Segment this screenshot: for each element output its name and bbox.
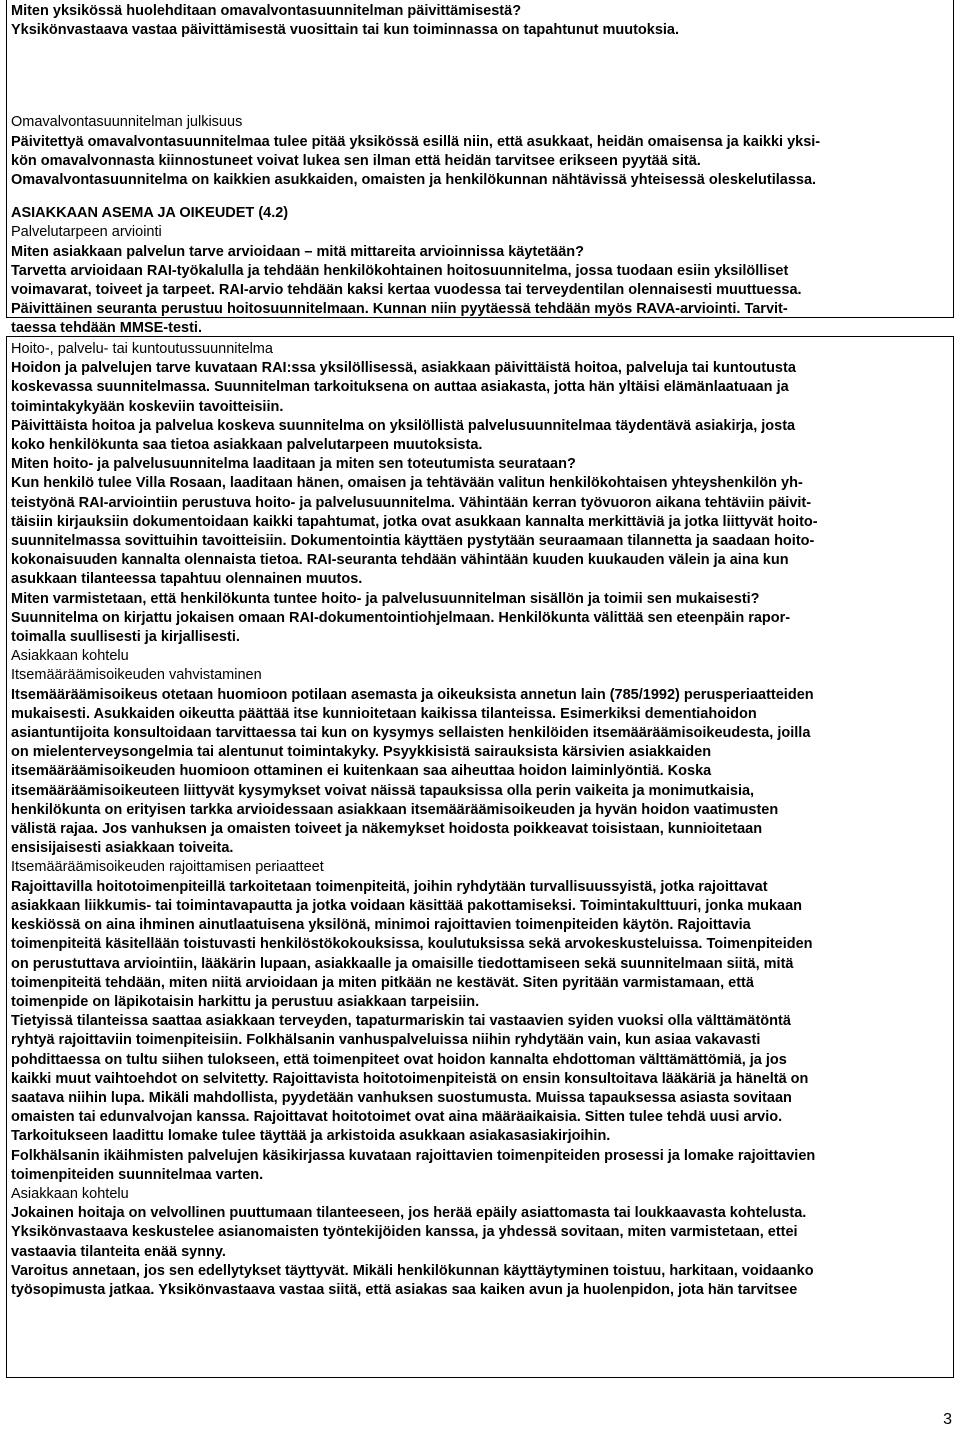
spacer xyxy=(11,190,949,204)
public-text-line: Omavalvontasuunnitelma on kaikkien asukkaiden, omaisten ja henkilökunnan nähtävissä yhteisessä oleskelutilassa. xyxy=(11,172,817,189)
assess-line: Päivittäinen seuranta perustuu hoitosuunnitelmaan. Kunnan niin pyytäessä tehdään myös RAVA-arviointi. Tarvit- xyxy=(11,301,788,318)
plan-heading: Hoito-, palvelu- tai kuntoutussuunnitelma xyxy=(11,341,273,357)
document-page xyxy=(6,0,954,1378)
assess-heading: Palvelutarpeen arviointi xyxy=(11,224,162,241)
self-line: henkilökunta on erityisen tarkka arvioidessaan asiakkaan itsemääräämisoikeuden ja hyvän hoidon vaatimusten xyxy=(11,801,779,818)
treat-heading: Asiakkaan kohtelu xyxy=(11,648,129,665)
assess-question: Miten asiakkaan palvelun tarve arvioidaan – mitä mittareita arvioinnissa käytetään? xyxy=(11,243,584,260)
self-heading: Itsemääräämisoikeuden vahvistaminen xyxy=(11,667,262,684)
plan-line: toimalla suullisesti ja kirjallisesti. xyxy=(11,629,240,646)
limit-line: toimenpiteitä käsitellään toistuvasti henkilöstökokouksissa, koulutuksissa sekä arvokeskusteluissa. Toimenpiteiden xyxy=(11,936,813,953)
self-line: itsemääräämisoikeuden huomioon ottaminen ei kuitenkaan saa aiheuttaa hoidon laiminlyöntiä. Koska xyxy=(11,763,712,780)
assess-line: voimavarat, toiveet ja tarpeet. RAI-arvio tehdään kaksi kertaa vuodessa tai terveydentilan olennaisesti muuttuessa. xyxy=(11,282,802,299)
plan-line: Suunnitelma on kirjattu jokaisen omaan RAI-dokumentointiohjelmaan. Henkilökunta välittää sen eteenpäin rapor- xyxy=(11,609,791,626)
plan-line: täisiin kirjauksiin dokumentoidaan kaikki tapahtumat, jotka ovat asukkaan kannalta merkittäviä ja jotka liittyvät hoito- xyxy=(11,513,818,530)
plan-line: kokonaisuuden kannalta olennaista tietoa. RAI-seuranta tehdään vähintään kuuden kuukauden välein ja aina kun xyxy=(11,552,789,569)
limit-line: toimenpiteitä tehdään, miten niitä arvioidaan ja miten pitkään ne kestävät. Siten pyritään varmistamaan, että xyxy=(11,974,754,991)
plan-line: toimintakykyään koskeviin tavoitteisiin. xyxy=(11,398,284,415)
limit-line: asiakkaan liikkumis- tai toimintavapautta ja jotka voidaan käsittää pakottamiseksi. Toimintakulttuuri, jonka mukaan xyxy=(11,897,803,914)
limit-heading: Itsemääräämisoikeuden rajoittamisen periaatteet xyxy=(11,859,324,876)
limit-line: toimenpiteiden suunnitelmaa varten. xyxy=(11,1166,264,1183)
plan-line: suunnitelmassa sovittuihin tavoitteisiin. Dokumentointia käyttäen pystytään seuraamaan tilannetta ja saadaan hoito- xyxy=(11,533,815,550)
public-text-line: kön omavalvonnasta kiinnostuneet voivat lukea sen ilman että heidän tarvitsee erikseen pyytää sitä. xyxy=(11,152,701,169)
plan-line: Hoidon ja palvelujen tarve kuvataan RAI:ssa yksilöllisessä, asiakkaan päivittäistä hoitoa, palveluja tai kuntoutusta xyxy=(11,360,796,377)
plan-question: Miten varmistetaan, että henkilökunta tuntee hoito- ja palvelusuunnitelman sisällön ja toimii sen mukaisesti? xyxy=(11,590,760,607)
treat-line: Jokainen hoitaja on velvollinen puuttumaan tilanteeseen, jos herää epäily asiattomasta tai loukkaavasta kohtelusta. xyxy=(11,1205,807,1222)
limit-line: toimenpide on läpikotaisin harkittu ja perustuu asiakkaan tarpeisiin. xyxy=(11,993,480,1010)
page-number: 3 xyxy=(943,1411,952,1428)
limit-line: Folkhälsanin ikäihmisten palvelujen käsikirjassa kuvataan rajoittavien toimenpiteiden prosessi ja lomake rajoittavien xyxy=(11,1147,816,1164)
spacer xyxy=(11,40,949,113)
public-text-line: Päivitettyä omavalvontasuunnitelmaa tulee pitää yksikössä esillä niin, että asukkaat, heidän omaisensa ja kaikki yksi- xyxy=(11,133,821,150)
limit-line: ryhtyä rajoittaviin toimenpiteisiin. Folkhälsanin vanhuspalveluissa niihin ryhdytään vain, kun asiaa vakavasti xyxy=(11,1032,761,1049)
limit-line: on perustuttava arviointiin, lääkärin lupaan, asiakkaalle ja omaisille tiedottamiseen sekä suunnitelmaan siitä, mitä xyxy=(11,955,794,972)
section-title: ASIAKKAAN ASEMA JA OIKEUDET (4.2) xyxy=(11,205,289,222)
self-line: välistä rajaa. Jos vanhuksen ja omaisten toiveet ja näkemykset hoidosta poikkeavat toisistaan, kunnioitetaan xyxy=(11,821,763,838)
main-box xyxy=(6,336,954,1378)
update-question: Miten yksikössä huolehditaan omavalvontasuunnitelman päivittämisestä? xyxy=(11,3,522,19)
limit-line: Rajoittavilla hoitotoimenpiteillä tarkoitetaan toimenpiteitä, joihin ryhdytään turvallisuussyistä, jotka rajoittavat xyxy=(11,878,768,895)
update-answer: Yksikönvastaava vastaa päivittämisestä vuosittain tai kun toiminnassa on tapahtunut muutoksia. xyxy=(11,22,680,39)
limit-line: pohdittaessa on tultu siihen tulokseen, että toimenpiteet ovat hoidon kannalta ehdottoman välttämättömiä, ja jos xyxy=(11,1051,787,1068)
self-line: itsemääräämisoikeuteen liittyvät kysymykset voivat näissä tapauksissa olla perin vaikeita ja monimutkaisia, xyxy=(11,782,755,799)
limit-line: Tietyissä tilanteissa saattaa asiakkaan terveyden, tapaturmariskin tai vastaavien syiden vuoksi olla välttämätöntä xyxy=(11,1013,791,1030)
plan-line: asukkaan tilanteessa tapahtuu olennainen muutos. xyxy=(11,571,363,588)
plan-line: Kun henkilö tulee Villa Rosaan, laaditaan hänen, omaisen ja tehtävään valitun henkilökohtaisen yhteyshenkilön yh- xyxy=(11,475,803,492)
self-line: mukaisesti. Asukkaiden oikeutta päättää itse kunnioitetaan kaikissa tilanteissa. Esimerkiksi dementiahoidon xyxy=(11,705,757,722)
plan-line: koskevassa suunnitelmassa. Suunnitelman tarkoituksena on auttaa asiakasta, jotta hän yltäisi elämänlaatuaan ja xyxy=(11,379,789,396)
plan-line: koko henkilökunta saa tietoa asiakkaan palvelutarpeen muutoksista. xyxy=(11,437,483,454)
treat-line: vastaavia tilanteita enää synny. xyxy=(11,1243,226,1260)
plan-line: Päivittäista hoitoa ja palvelua koskeva suunnitelma on yksilöllistä palvelusuunnitelmaa täydentävä asiakirja, josta xyxy=(11,417,796,434)
assess-line: Tarvetta arvioidaan RAI-työkalulla ja tehdään henkilökohtainen hoitosuunnitelma, jossa tuodaan esiin yksilölliset xyxy=(11,262,789,279)
self-line: ensisijaisesti asiakkaan toiveita. xyxy=(11,840,234,857)
self-line: Itsemääräämisoikeus otetaan huomioon potilaan asemasta ja oikeuksista annetun lain (785/1992) perusperiaatteiden xyxy=(11,686,814,703)
treat-line: Yksikönvastaava keskustelee asianomaisten työntekijöiden kanssa, ja yhdessä sovitaan, miten varmistetaan, ettei xyxy=(11,1224,798,1241)
limit-line: kaikki muut vaihtoehdot on selvitetty. Rajoittavista hoitotoimenpiteistä on ensin konsultoitava lääkäriä ja häneltä on xyxy=(11,1070,809,1087)
treat-line: Varoitus annetaan, jos sen edellytykset täyttyvät. Mikäli henkilökunnan käyttäytyminen toistuu, harkitaan, voidaanko xyxy=(11,1262,814,1279)
self-line: asiantuntijoita konsultoidaan tarvittaessa tai kun on kysymys sellaisten henkilöiden itsemääräämisoikeudesta, joilla xyxy=(11,725,811,742)
limit-line: saatava niihin lupa. Mikäli mahdollista, pyydetään vanhuksen suostumusta. Muissa tapauksessa asiasta sovitaan xyxy=(11,1089,792,1106)
limit-line: Tarkoitukseen laadittu lomake tulee täyttää ja arkistoida asukkaan asiakasasiakirjoihin. xyxy=(11,1128,611,1145)
treat-line: työsopimusta jatkaa. Yksikönvastaava vastaa siitä, että asiakas saa kaiken avun ja huolenpidon, jota hän tarvitsee xyxy=(11,1281,798,1298)
top-box xyxy=(6,0,954,337)
limit-line: omaisten tai edunvalvojan kanssa. Rajoittavat hoitotoimet ovat aina määräaikaisia. Sitten tulee tehdä uusi arvio. xyxy=(11,1109,783,1126)
plan-question: Miten hoito- ja palvelusuunnitelma laaditaan ja miten sen toteutumista seurataan? xyxy=(11,456,576,473)
self-line: on mielenterveysongelmia tai alentunut toimintakyky. Psyykkisistä sairauksista kärsivien asiakkaiden xyxy=(11,744,712,761)
plan-line: teistyönä RAI-arviointiin perustuva hoito- ja palvelusuunnitelma. Vähintään kerran työvuoron aikana tehtäviin päivit- xyxy=(11,494,812,511)
treat-heading-2: Asiakkaan kohtelu xyxy=(11,1185,129,1202)
public-heading: Omavalvontasuunnitelman julkisuus xyxy=(11,114,243,131)
limit-line: keskiössä on aina ihminen ainutlaatuisena yksilönä, minimoi rajoittavien toimenpiteiden käytön. Rajoittavia xyxy=(11,917,751,934)
assess-line: taessa tehdään MMSE-testi. xyxy=(11,320,202,337)
